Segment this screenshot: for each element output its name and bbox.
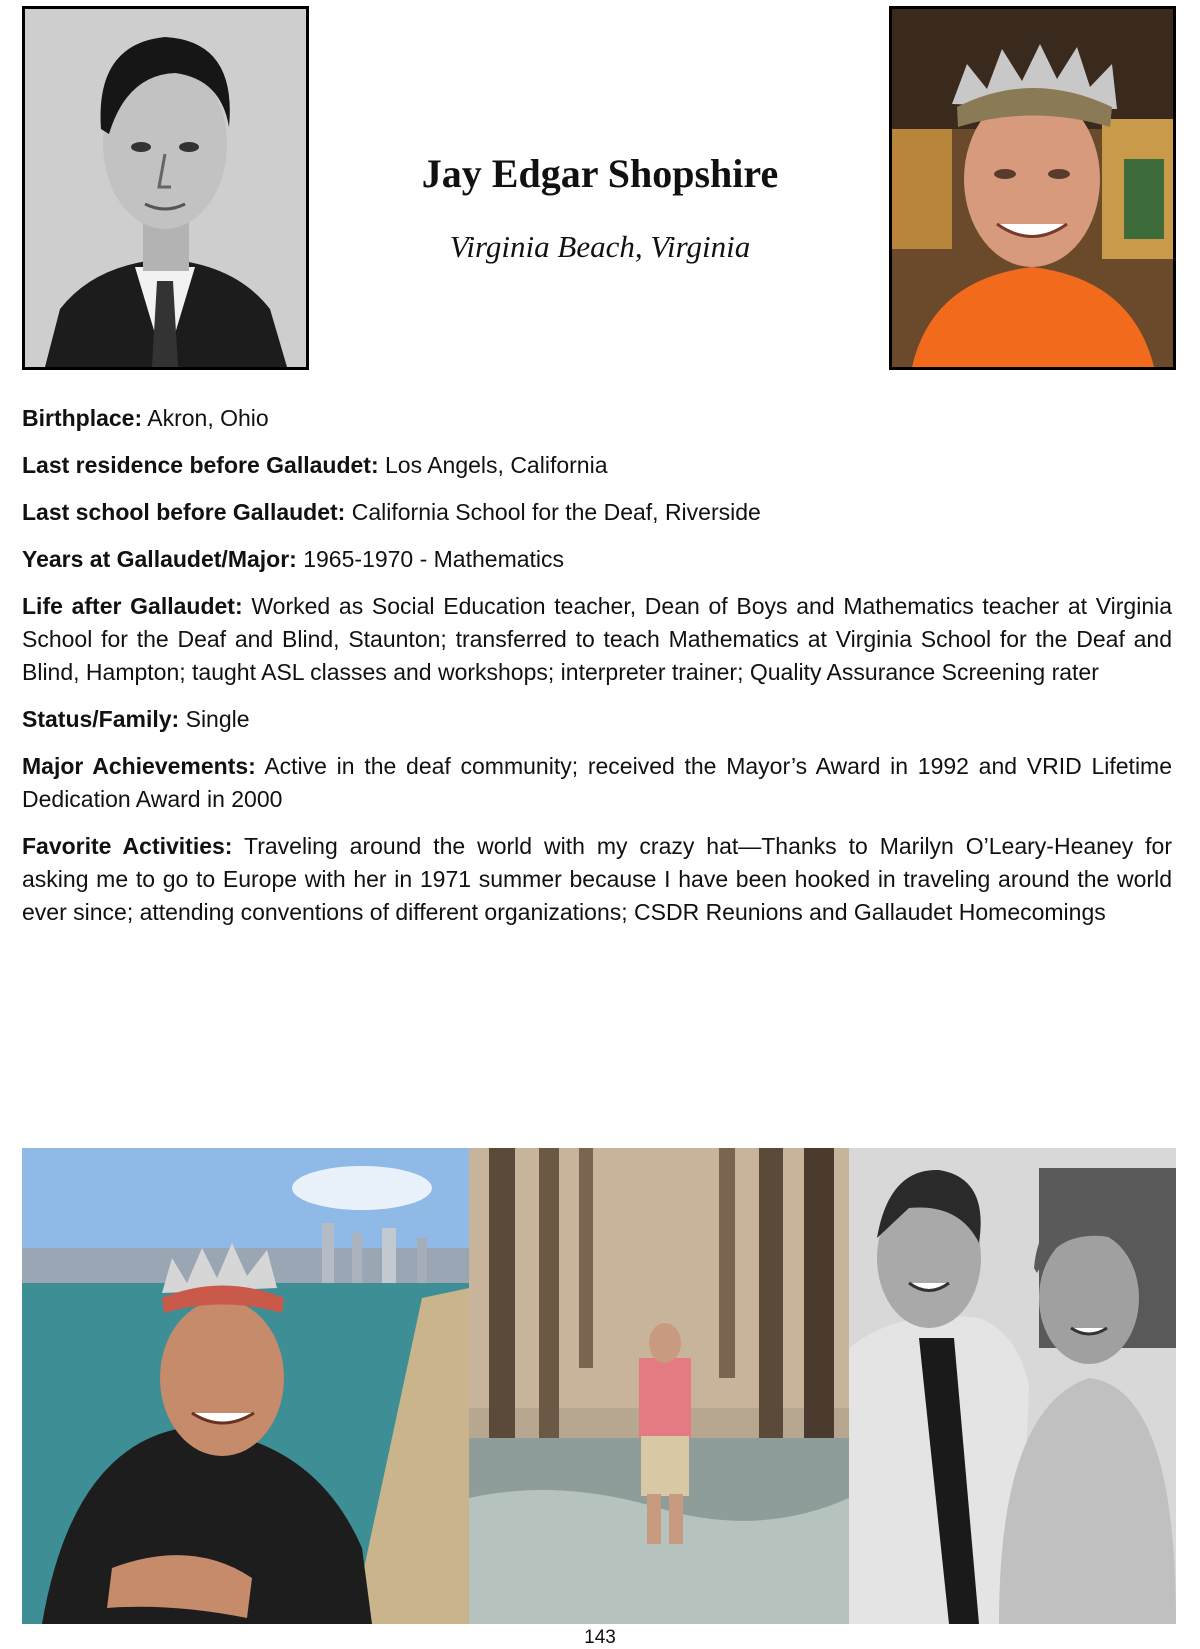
page-number: 143	[584, 1627, 616, 1648]
field-last-residence	[22, 449, 1172, 482]
vintage-couple-photo	[849, 1148, 1176, 1624]
field-label: Last school before Gallaudet:	[22, 499, 346, 525]
biography-section	[22, 402, 1172, 943]
field-value: California School for the Deaf, Riverside	[351, 499, 761, 525]
photo-gallery	[22, 1148, 1176, 1624]
yearbook-portrait-photo	[22, 6, 309, 370]
field-years-major	[22, 543, 1172, 576]
recent-portrait-photo	[889, 6, 1176, 370]
field-major-achievements	[22, 750, 1172, 816]
field-value: Single	[185, 706, 250, 732]
field-value: Traveling around the world with my crazy hat—Thanks to Marilyn O’Leary-Heaney for asking me to go to Europe with her in 1971 summer because I have been hooked in traveling around the world ever since; attending conventions of different organizations; CSDR Reunions and Gallaudet Homecomings	[22, 833, 1173, 925]
field-life-after	[22, 590, 1172, 689]
field-label: Life after Gallaudet:	[22, 593, 243, 619]
field-last-school	[22, 496, 1172, 529]
seaside-photo	[22, 1148, 469, 1624]
pier-photo	[469, 1148, 849, 1624]
field-value: Los Angels, California	[385, 452, 608, 478]
field-label: Last residence before Gallaudet:	[22, 452, 379, 478]
field-status-family	[22, 703, 1172, 736]
field-birthplace	[22, 402, 1172, 435]
field-label: Birthplace:	[22, 405, 143, 431]
person-name: Jay Edgar Shopshire	[421, 151, 779, 196]
field-value: Akron, Ohio	[147, 405, 269, 431]
field-value: Worked as Social Education teacher, Dean of Boys and Mathematics teacher at Virginia School for the Deaf and Blind, Staunton; transferred to teach Mathematics at Virginia School for the Deaf and Blind, Hampton; taught ASL classes and workshops; interpreter trainer; Quality Assurance Screening rater	[22, 593, 1173, 685]
field-label: Major Achievements:	[22, 753, 256, 779]
field-value: 1965-1970 - Mathematics	[303, 546, 565, 572]
field-label: Status/Family:	[22, 706, 180, 732]
field-favorite-activities	[22, 830, 1172, 929]
field-label: Years at Gallaudet/Major:	[22, 546, 297, 572]
field-label: Favorite Activities:	[22, 833, 233, 859]
person-location: Virginia Beach, Virginia	[449, 229, 751, 264]
field-value: Active in the deaf community; received the Mayor’s Award in 1992 and VRID Lifetime Dedication Award in 2000	[22, 753, 1172, 812]
profile-header	[330, 150, 870, 265]
